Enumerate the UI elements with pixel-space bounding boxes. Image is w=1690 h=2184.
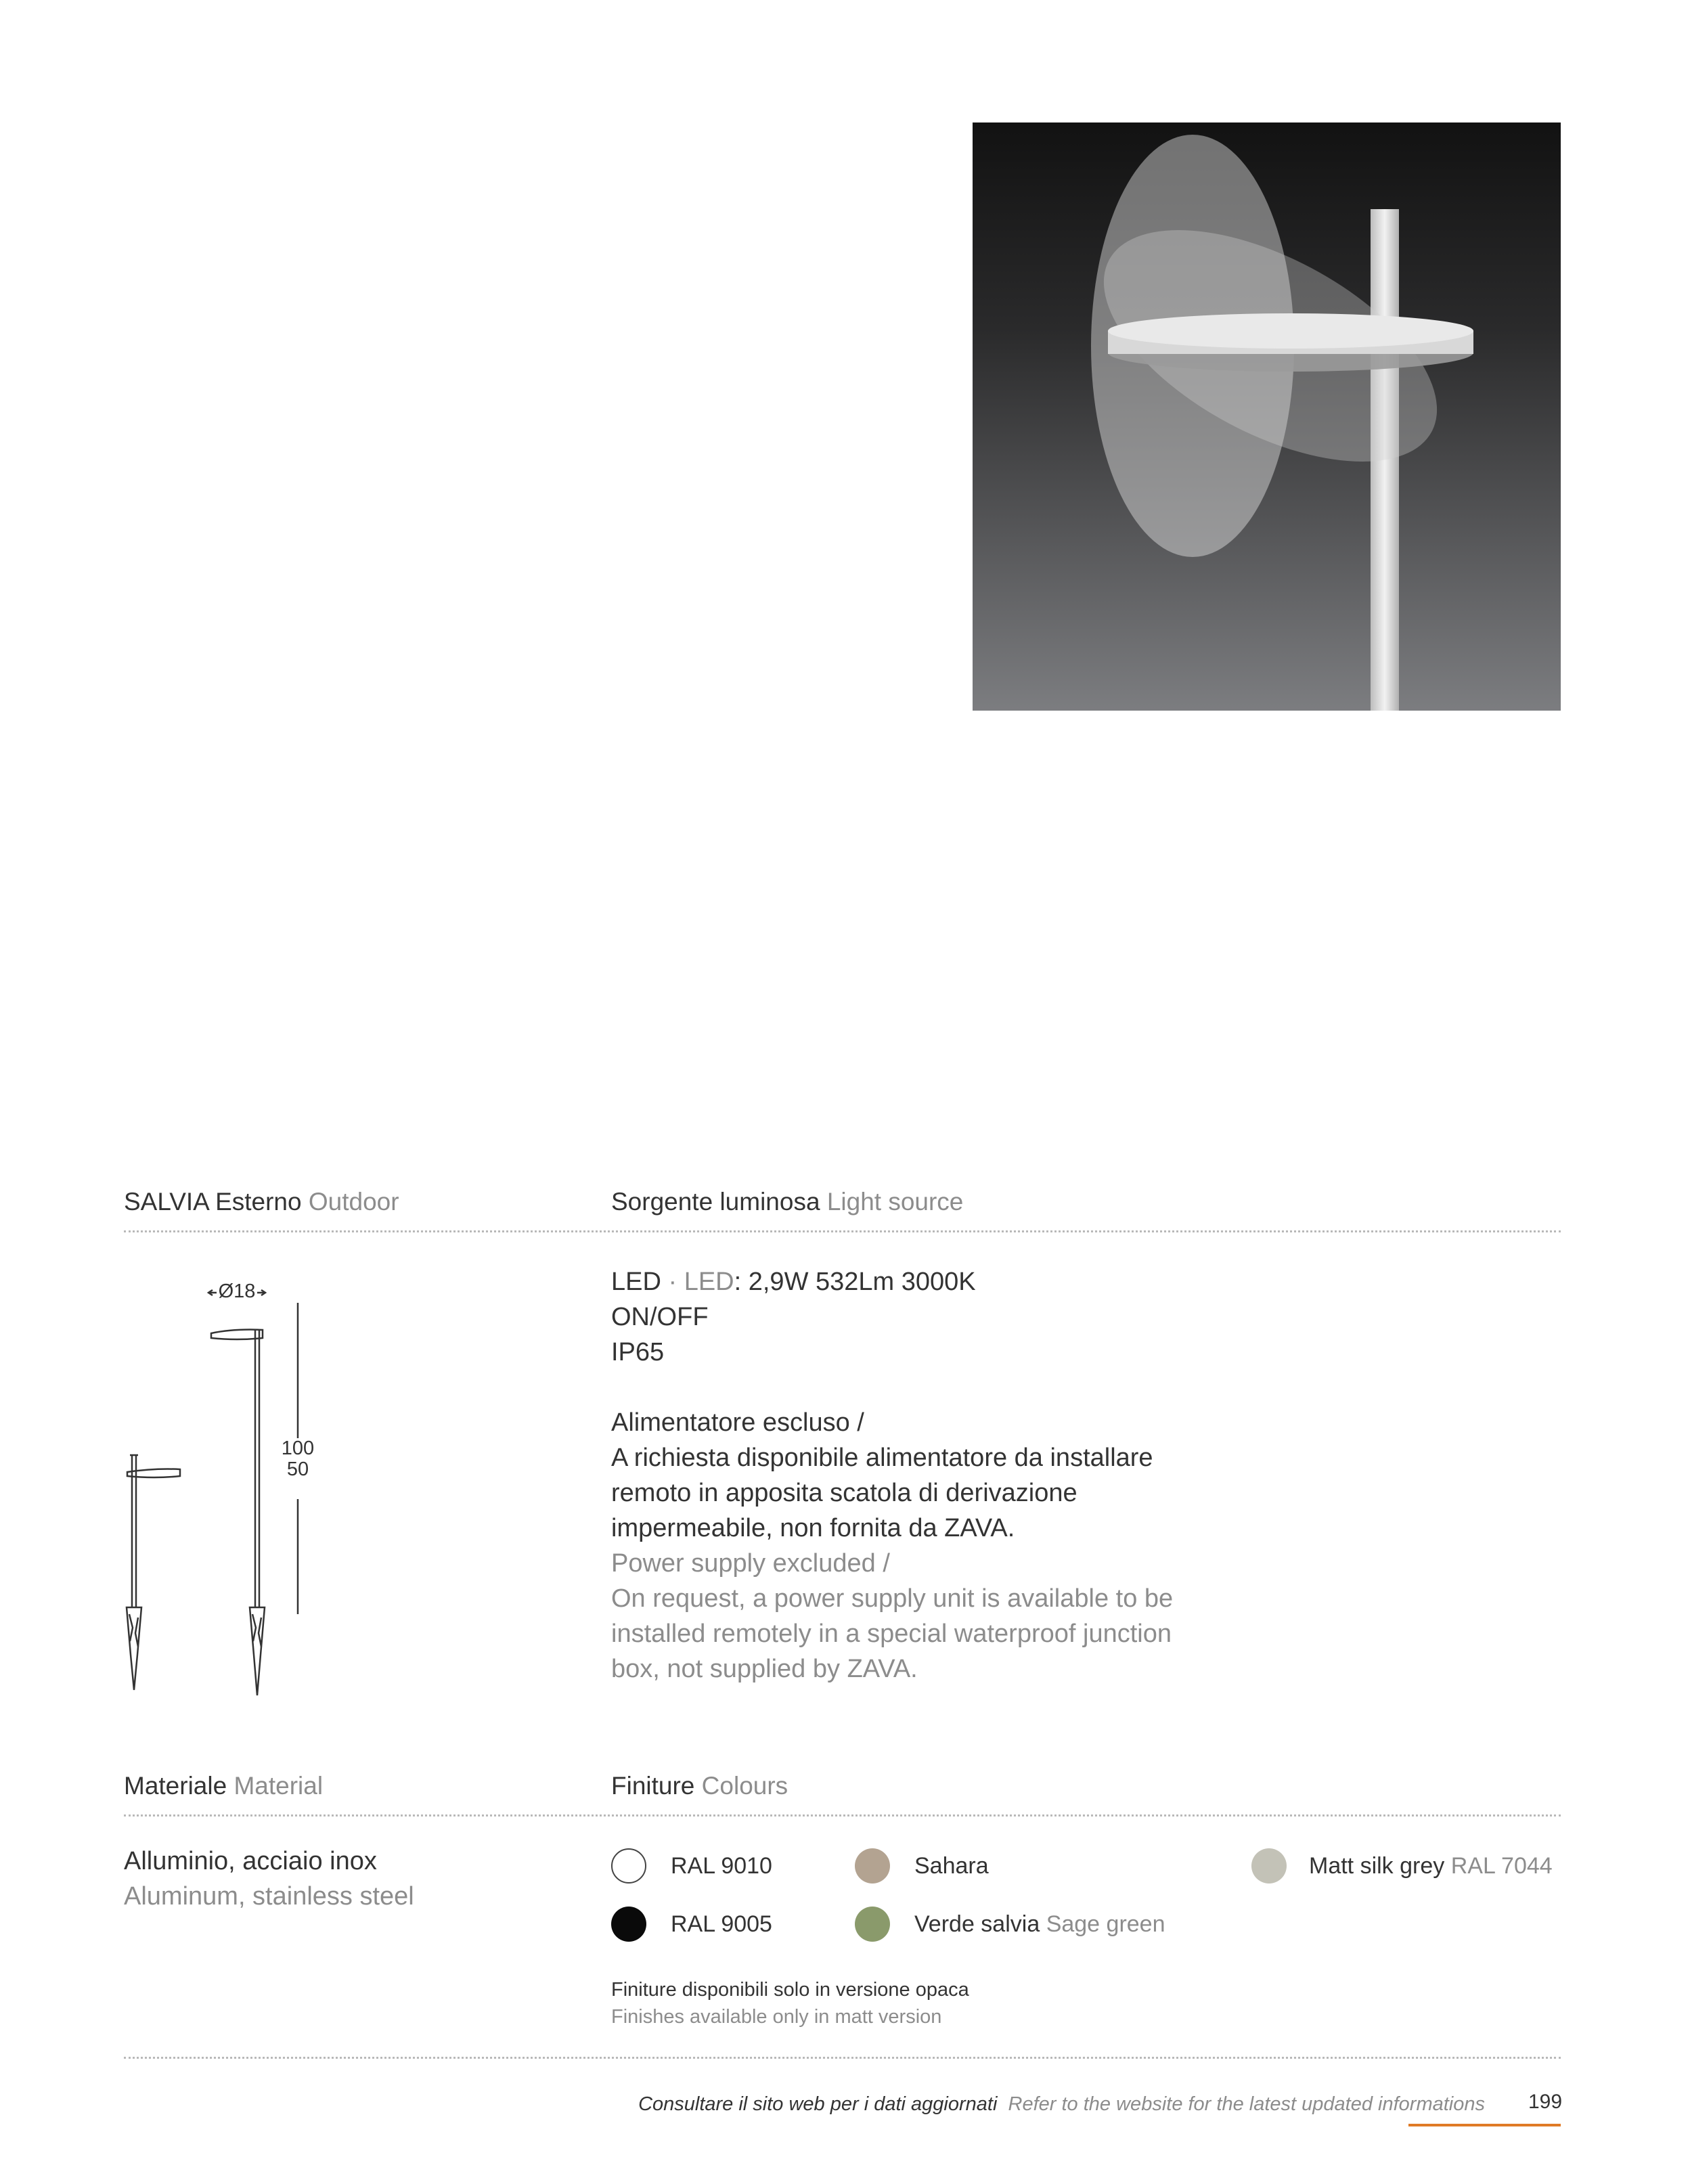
- note-it-2: A richiesta disponibile alimentatore da installare: [611, 1444, 1153, 1472]
- dimension-height-a: 100: [281, 1438, 315, 1459]
- technical-drawing: [115, 1276, 338, 1709]
- note-en-2: On request, a power supply unit is available to be: [611, 1584, 1174, 1613]
- led-line: LED · LED: 2,9W 532Lm 3000K: [611, 1268, 976, 1296]
- product-name: SALVIA: [124, 1188, 208, 1216]
- finish-label: RAL 9010: [671, 1853, 772, 1879]
- light-source-specs: [611, 1264, 1173, 1687]
- note-en-1: Power supply excluded /: [611, 1549, 890, 1578]
- product-version-it: Esterno: [215, 1188, 302, 1216]
- swatch-verde-salvia: [855, 1907, 890, 1942]
- material-value: [124, 1844, 414, 1914]
- dimension-height: [281, 1438, 315, 1480]
- swatch-sahara: [855, 1848, 890, 1884]
- control-line: ON/OFF: [611, 1303, 709, 1331]
- finishes-note: [611, 1976, 969, 2030]
- footer-text-it: Consultare il sito web per i dati aggiornati: [638, 2093, 998, 2115]
- dimension-height-b: 50: [286, 1458, 309, 1480]
- finishes-note-it: Finiture disponibili solo in versione opaca: [611, 1979, 969, 2001]
- note-en-4: box, not supplied by ZAVA.: [611, 1655, 918, 1683]
- light-source-title-en: Light source: [826, 1188, 964, 1216]
- light-source-title: [611, 1189, 963, 1214]
- dimension-diameter: Ø18: [218, 1280, 256, 1302]
- finish-label: RAL 9005: [671, 1911, 772, 1937]
- page-number: 199: [1528, 2091, 1563, 2113]
- product-photo: [973, 122, 1561, 711]
- ip-line: IP65: [611, 1338, 665, 1366]
- divider: [124, 1230, 1561, 1232]
- footer-text-en: Refer to the website for the latest updated informations: [1008, 2093, 1485, 2115]
- finishes-note-en: Finishes available only in matt version: [611, 2006, 942, 2028]
- footer-accent-line: [1408, 2124, 1561, 2126]
- product-title: [124, 1189, 399, 1214]
- note-it-3: remoto in apposita scatola di derivazione: [611, 1479, 1077, 1507]
- footer-note: [638, 2095, 1485, 2114]
- note-en-3: installed remotely in a special waterproof junction: [611, 1620, 1172, 1648]
- swatch-ral-9005: [611, 1907, 646, 1942]
- divider: [124, 1814, 1561, 1817]
- material-title: Materiale Material: [124, 1772, 324, 1800]
- swatch-matt-silk-grey: [1251, 1848, 1287, 1884]
- light-source-title-it: Sorgente luminosa: [611, 1188, 820, 1216]
- note-it-4: impermeabile, non fornita da ZAVA.: [611, 1514, 1015, 1542]
- material-value-it: Alluminio, acciaio inox: [124, 1847, 377, 1875]
- note-it-1: Alimentatore escluso /: [611, 1408, 864, 1437]
- finishes-title: Finiture Colours: [611, 1772, 788, 1800]
- swatch-ral-9010: [611, 1848, 646, 1884]
- finish-label: Sahara: [914, 1853, 989, 1879]
- product-version-en: Outdoor: [308, 1188, 399, 1216]
- material-value-en: Aluminum, stainless steel: [124, 1882, 414, 1911]
- divider: [124, 2057, 1561, 2059]
